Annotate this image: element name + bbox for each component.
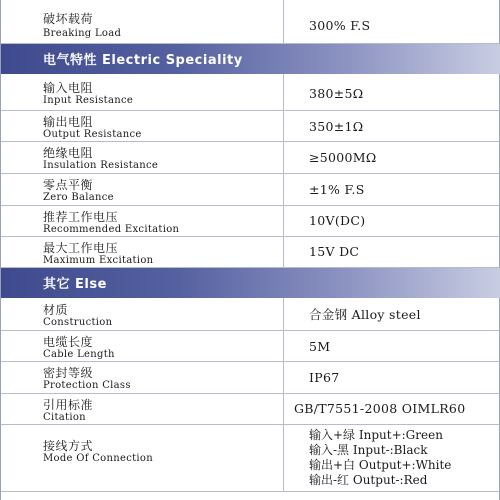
label-zh: 电缆长度 bbox=[43, 335, 94, 349]
connection-line: 输入+绿 Input+:Green bbox=[309, 428, 443, 442]
label-en: Zero Balance bbox=[43, 192, 114, 203]
connection-line: 输出+白 Output+:White bbox=[309, 458, 452, 472]
value: GB/T7551-2008 OIMLR60 bbox=[294, 401, 466, 416]
label-zh: 绝缘电阻 bbox=[43, 146, 94, 160]
section-header-else bbox=[1, 268, 500, 298]
label-en: Breaking Load bbox=[43, 28, 122, 39]
spec-row-citation bbox=[1, 394, 500, 425]
spec-row-protection-class bbox=[1, 362, 500, 394]
label-zh: 零点平衡 bbox=[43, 178, 94, 192]
label-zh: 破坏载荷 bbox=[43, 12, 94, 26]
value: 350±1Ω bbox=[309, 119, 364, 134]
label-en: Input Resistance bbox=[43, 95, 134, 106]
label-en: Insulation Resistance bbox=[43, 160, 159, 171]
value: IP67 bbox=[309, 370, 340, 385]
label-en: Citation bbox=[43, 412, 86, 423]
value: ≥5000MΩ bbox=[309, 150, 377, 165]
spec-row-insulation-resistance bbox=[1, 142, 500, 174]
label-en: Maximum Excitation bbox=[43, 255, 154, 266]
spec-row-zero-balance bbox=[1, 174, 500, 206]
spec-row-recommended-excitation bbox=[1, 206, 500, 237]
label-zh: 最大工作电压 bbox=[43, 241, 119, 255]
label-en: Output Resistance bbox=[43, 129, 142, 140]
spec-row-maximum-excitation bbox=[1, 237, 500, 268]
value: 10V(DC) bbox=[309, 213, 366, 228]
section-title: 电气特性 Electric Speciality bbox=[43, 53, 243, 68]
value: 300% F.S bbox=[309, 18, 371, 33]
connection-line: 输出-红 Output-:Red bbox=[309, 473, 428, 487]
connection-line: 输入-黑 Input-:Black bbox=[309, 443, 428, 457]
label-zh: 输出电阻 bbox=[43, 115, 94, 129]
value: 15V DC bbox=[309, 244, 360, 259]
label-en: Recommended Excitation bbox=[43, 224, 180, 235]
label-cell bbox=[1, 0, 284, 43]
spec-row-input-resistance bbox=[1, 74, 500, 111]
spec-row-connection bbox=[1, 425, 500, 492]
label-en: Protection Class bbox=[43, 380, 131, 391]
section-title: 其它 Else bbox=[43, 277, 107, 292]
label-en: Cable Length bbox=[43, 349, 115, 360]
label-zh: 引用标准 bbox=[43, 398, 94, 412]
label-zh: 推荐工作电压 bbox=[43, 210, 119, 224]
label-zh: 接线方式 bbox=[43, 439, 94, 453]
label-zh: 密封等级 bbox=[43, 366, 94, 380]
value: 合金钢 Alloy steel bbox=[309, 307, 421, 322]
value: 5M bbox=[309, 339, 331, 354]
value: 380±5Ω bbox=[309, 86, 364, 101]
label-zh: 输入电阻 bbox=[43, 81, 94, 95]
label-zh: 材质 bbox=[43, 303, 69, 317]
section-header-electric bbox=[1, 44, 500, 74]
spec-row-construction bbox=[1, 298, 500, 331]
spec-row-output-resistance bbox=[1, 111, 500, 142]
spec-row-cable-length bbox=[1, 331, 500, 362]
label-en: Construction bbox=[43, 317, 113, 328]
value: ±1% F.S bbox=[309, 182, 365, 197]
label-en: Mode Of Connection bbox=[43, 453, 153, 464]
spec-row-breaking-load bbox=[1, 0, 500, 44]
